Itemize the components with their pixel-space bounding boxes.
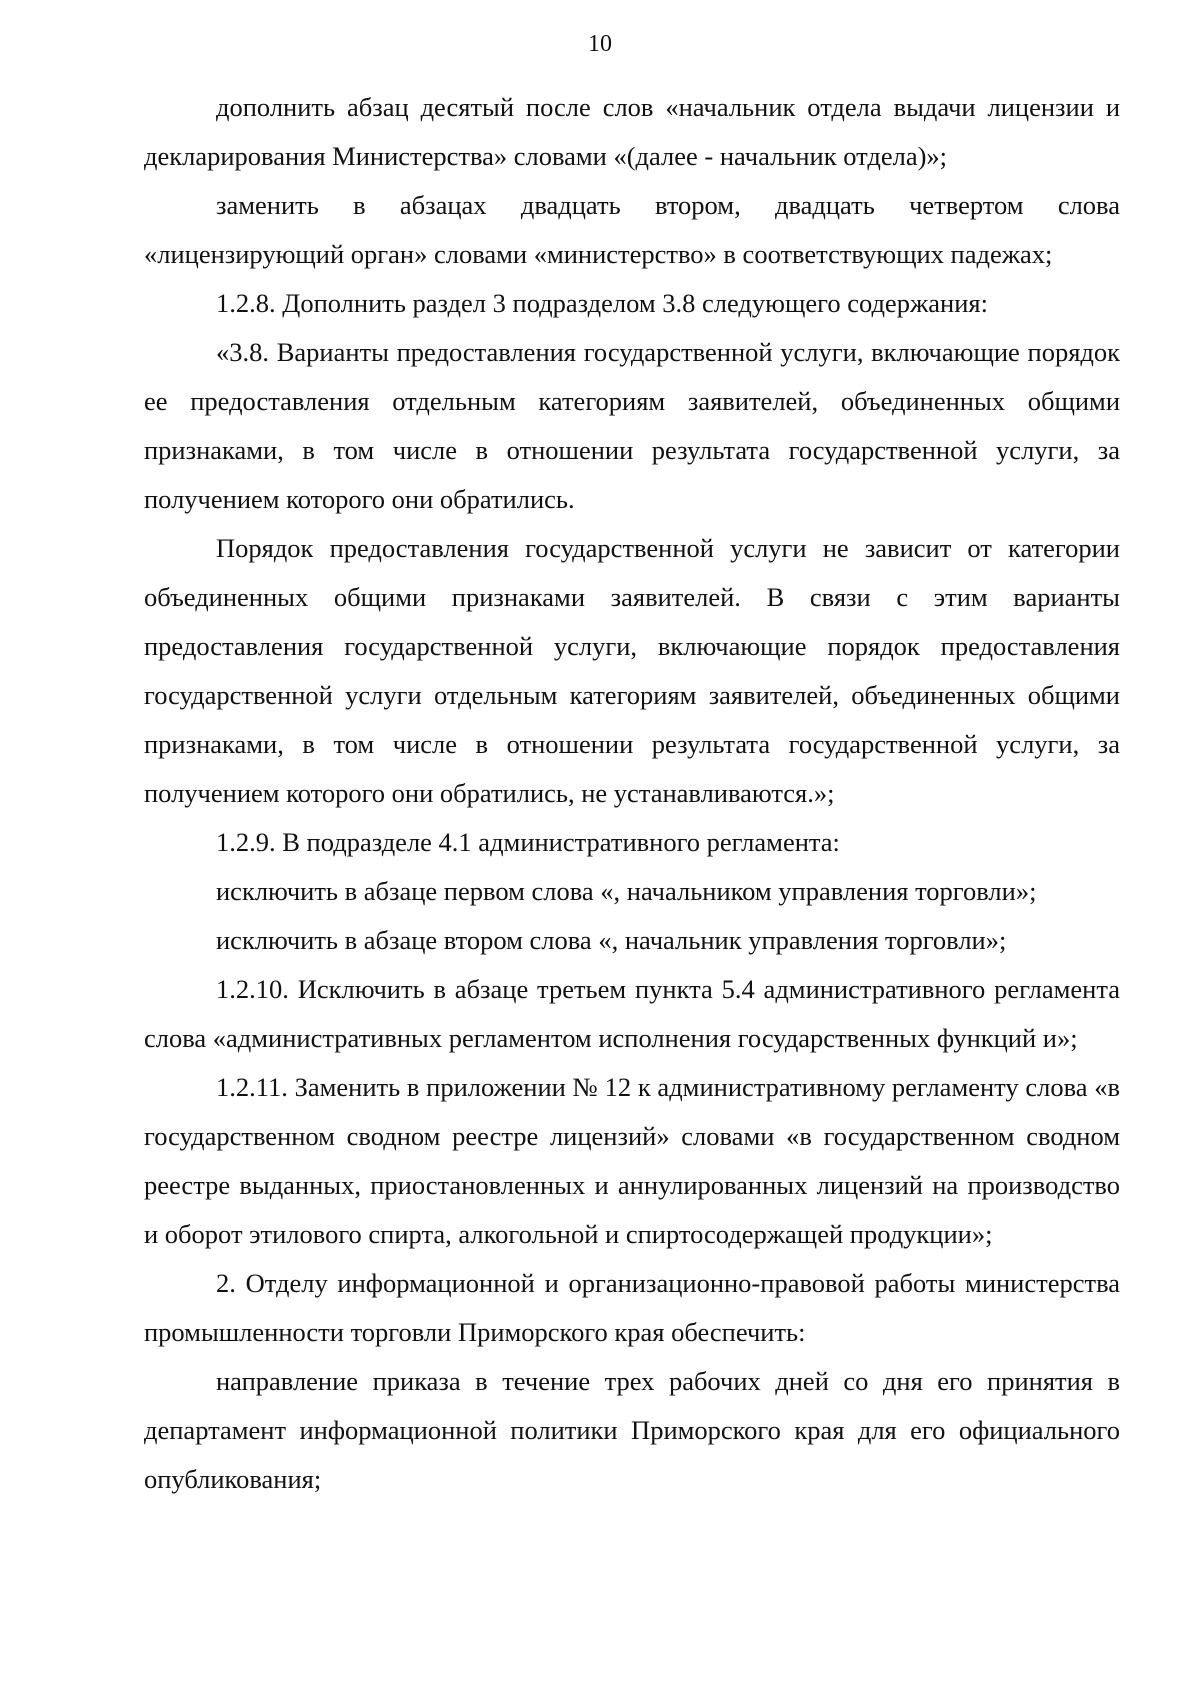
paragraph-exclude-second: исключить в абзаце втором слова «, начальник управления торговли»; (216, 925, 1007, 955)
paragraph-amend-tenth: дополнить абзац десятый после слов «начальник отдела выдачи лицензии и декларирования Министерства» словами «(далее - начальник отдела)»; (144, 92, 1120, 171)
paragraph-1-2-10: 1.2.10. Исключить в абзаце третьем пункта 5.4 административного регламента слова «административных регламентом исполнения государственных функций и»; (144, 974, 1120, 1053)
paragraph-service-order: Порядок предоставления государственной услуги не зависит от категории объединенных общими признаками заявителей. В связи с этим варианты предоставления государственной услуги, включающие порядок предоставления государственной услуги отдельным категориям заявителей, объединенных общими признаками, в том числе в отношении результата государственной услуги, за получением которого они обратились, не устанавливаются.»; (144, 533, 1120, 808)
paragraph-exclude-first: исключить в абзаце первом слова «, начальником управления торговли»; (216, 876, 1037, 906)
paragraph-1-2-9: 1.2.9. В подразделе 4.1 административного регламента: (216, 827, 840, 857)
page-number: 10 (588, 31, 612, 57)
paragraph-1-2-11: 1.2.11. Заменить в приложении № 12 к административному регламенту слова «в государственном сводном реестре лицензий» словами «в государственном сводном реестре выданных, приостановленных и аннулированных лицензий на производство и оборот этилового спирта, алкогольной и спиртосодержащей продукции»; (144, 1072, 1120, 1249)
paragraph-publication: направление приказа в течение трех рабочих дней со дня его принятия в департамент информационной политики Приморского края для его официального опубликования; (144, 1366, 1120, 1494)
paragraph-replace-words: заменить в абзацах двадцать втором, двадцать четвертом слова «лицензирующий орган» словами «министерство» в соответствующих падежах; (144, 190, 1120, 269)
paragraph-item-2: 2. Отделу информационной и организационно-правовой работы министерства промышленности торговли Приморского края обеспечить: (144, 1268, 1120, 1347)
paragraph-3-8-heading: «3.8. Варианты предоставления государственной услуги, включающие порядок ее предоставления отдельным категориям заявителей, объединенных общими признаками, в том числе в отношении результата государственной услуги, за получением которого они обратились. (144, 337, 1120, 514)
document-body (144, 83, 1120, 1504)
paragraph-1-2-8: 1.2.8. Дополнить раздел 3 подразделом 3.8 следующего содержания: (216, 288, 988, 318)
